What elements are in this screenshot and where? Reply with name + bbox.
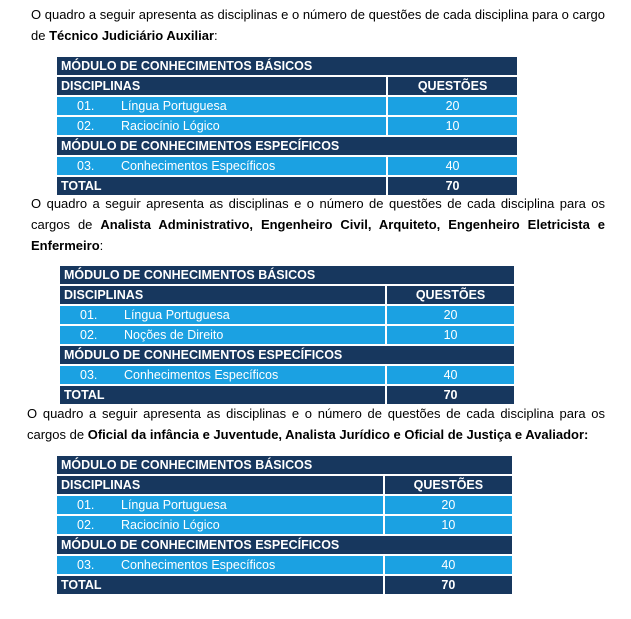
intro-text: cargos de <box>27 427 88 442</box>
discipline-number: 03. <box>60 365 120 385</box>
discipline-name: Raciocínio Lógico <box>117 515 384 535</box>
questions-table-1 <box>57 57 517 197</box>
discipline-number: 03. <box>57 156 117 176</box>
intro-bold-text: Analista Administrativo, Engenheiro Civil, Arquiteto, Engenheiro Eletricista e <box>100 217 605 232</box>
discipline-name: Conhecimentos Específicos <box>117 156 387 176</box>
intro-text: cargos de <box>31 217 101 232</box>
table-row <box>57 156 517 176</box>
discipline-number: 02. <box>57 116 117 136</box>
discipline-name: Língua Portuguesa <box>120 305 386 325</box>
table-row <box>57 515 512 535</box>
question-count: 40 <box>386 365 514 385</box>
specific-module-header <box>57 535 512 555</box>
intro-text: : <box>99 238 104 253</box>
intro-line <box>27 424 605 445</box>
basic-module-title: MÓDULO DE CONHECIMENTOS BÁSICOS <box>57 456 512 475</box>
specific-module-title: MÓDULO DE CONHECIMENTOS ESPECÍFICOS <box>57 136 517 156</box>
question-count: 20 <box>384 495 512 515</box>
table-row <box>60 365 514 385</box>
discipline-name: Língua Portuguesa <box>117 495 384 515</box>
basic-module-header <box>57 456 512 475</box>
discipline-number: 02. <box>60 325 120 345</box>
intro-bold-text: Enfermeiro <box>31 238 100 253</box>
basic-module-header <box>60 266 514 285</box>
col-disciplinas: DISCIPLINAS <box>57 475 384 495</box>
question-count: 20 <box>386 305 514 325</box>
intro-line <box>31 25 605 46</box>
specific-module-header <box>60 345 514 365</box>
intro-bold-text: Oficial da infância e Juventude, Analista Jurídico e Oficial de Justiça e Avaliador: <box>87 427 589 442</box>
basic-module-header <box>57 57 517 76</box>
total-label: TOTAL <box>57 575 384 595</box>
discipline-number: 01. <box>57 495 117 515</box>
intro-text: de <box>31 28 50 43</box>
intro-bold-text: Técnico Judiciário Auxiliar <box>49 28 215 43</box>
total-label: TOTAL <box>57 176 387 196</box>
discipline-number: 03. <box>57 555 117 575</box>
col-questoes: QUESTÕES <box>386 285 514 305</box>
discipline-number: 02. <box>57 515 117 535</box>
question-count: 40 <box>384 555 512 575</box>
intro-paragraph-2 <box>31 193 605 256</box>
questions-table-2 <box>60 266 514 406</box>
table-row <box>57 495 512 515</box>
basic-module-title: MÓDULO DE CONHECIMENTOS BÁSICOS <box>60 266 514 285</box>
specific-module-title: MÓDULO DE CONHECIMENTOS ESPECÍFICOS <box>60 345 514 365</box>
intro-text: O quadro a seguir apresenta as disciplinas e o número de questões de cada disciplina para o cargo <box>31 7 605 22</box>
total-value: 70 <box>386 385 514 405</box>
intro-text: O quadro a seguir apresenta as disciplinas e o número de questões de cada disciplina para os <box>31 196 605 211</box>
column-header-row <box>57 475 512 495</box>
specific-module-title: MÓDULO DE CONHECIMENTOS ESPECÍFICOS <box>57 535 512 555</box>
basic-module-title: MÓDULO DE CONHECIMENTOS BÁSICOS <box>57 57 517 76</box>
intro-text: : <box>214 28 218 43</box>
discipline-name: Raciocínio Lógico <box>117 116 387 136</box>
table-row <box>60 305 514 325</box>
column-header-row <box>57 76 517 96</box>
discipline-name: Conhecimentos Específicos <box>117 555 384 575</box>
intro-line <box>31 4 605 25</box>
intro-paragraph-3 <box>27 403 605 445</box>
questions-table-3 <box>57 456 512 596</box>
col-disciplinas: DISCIPLINAS <box>57 76 387 96</box>
discipline-number: 01. <box>57 96 117 116</box>
col-questoes: QUESTÕES <box>384 475 512 495</box>
discipline-name: Noções de Direito <box>120 325 386 345</box>
table-row <box>60 325 514 345</box>
intro-line <box>31 214 605 235</box>
table-row <box>57 555 512 575</box>
question-count: 40 <box>387 156 517 176</box>
question-count: 10 <box>386 325 514 345</box>
question-count: 20 <box>387 96 517 116</box>
specific-module-header <box>57 136 517 156</box>
question-count: 10 <box>384 515 512 535</box>
total-value: 70 <box>387 176 517 196</box>
column-header-row <box>60 285 514 305</box>
intro-text: O quadro a seguir apresenta as disciplinas e o número de questões de cada disciplina para os <box>27 406 605 421</box>
col-disciplinas: DISCIPLINAS <box>60 285 386 305</box>
intro-line <box>31 235 605 256</box>
discipline-name: Língua Portuguesa <box>117 96 387 116</box>
total-value: 70 <box>384 575 512 595</box>
intro-paragraph-1 <box>31 4 605 46</box>
total-row <box>60 385 514 405</box>
table-row <box>57 116 517 136</box>
total-row <box>57 575 512 595</box>
discipline-name: Conhecimentos Específicos <box>120 365 386 385</box>
intro-line <box>27 403 605 424</box>
table-row <box>57 96 517 116</box>
col-questoes: QUESTÕES <box>387 76 517 96</box>
total-label: TOTAL <box>60 385 386 405</box>
discipline-number: 01. <box>60 305 120 325</box>
intro-line <box>31 193 605 214</box>
question-count: 10 <box>387 116 517 136</box>
